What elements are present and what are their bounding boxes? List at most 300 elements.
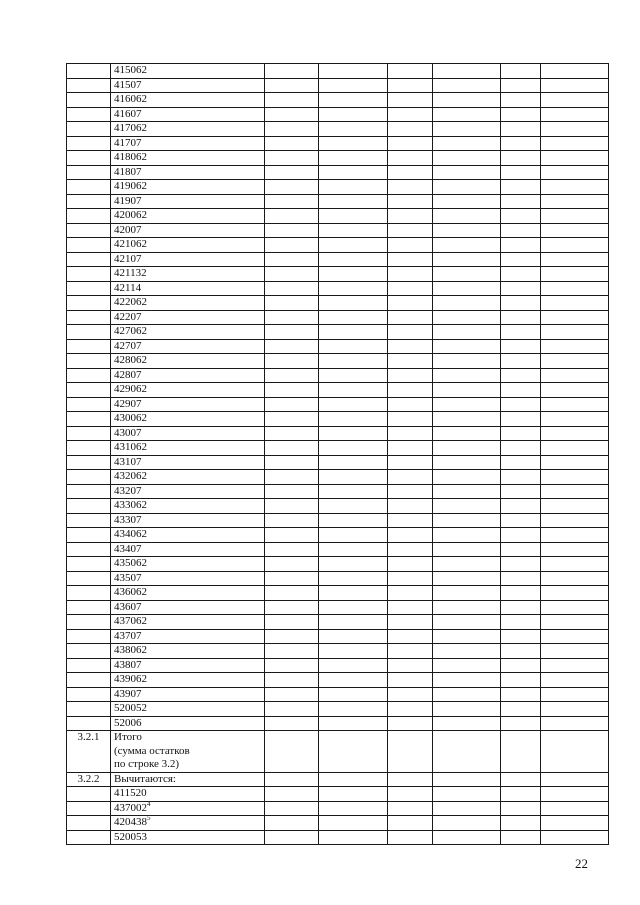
row-number-cell <box>67 787 111 802</box>
value-cell <box>319 801 388 816</box>
deduct-label-cell: Вычитаются: <box>111 772 265 787</box>
row-number-cell <box>67 339 111 354</box>
value-cell <box>265 787 319 802</box>
value-cell <box>265 542 319 557</box>
value-cell <box>388 64 433 79</box>
account-code: 43807 <box>114 658 142 671</box>
account-code: 42207 <box>114 310 142 323</box>
value-cell <box>541 136 609 151</box>
value-cell <box>319 78 388 93</box>
value-cell <box>319 702 388 717</box>
value-cell <box>541 470 609 485</box>
account-code: 42114 <box>114 281 142 294</box>
row-number-cell <box>67 470 111 485</box>
table-row <box>67 615 609 630</box>
value-cell <box>433 107 501 122</box>
value-cell <box>433 801 501 816</box>
account-code-cell <box>111 702 265 717</box>
account-code-cell <box>111 455 265 470</box>
table-row <box>67 658 609 673</box>
row-number-cell <box>67 615 111 630</box>
row-number-cell <box>67 281 111 296</box>
value-cell <box>541 223 609 238</box>
account-code-cell <box>111 383 265 398</box>
value-cell <box>433 78 501 93</box>
value-cell <box>319 310 388 325</box>
row-number-cell <box>67 223 111 238</box>
value-cell <box>265 296 319 311</box>
value-cell <box>433 209 501 224</box>
value-cell <box>388 426 433 441</box>
value-cell <box>433 165 501 180</box>
value-cell <box>501 644 541 659</box>
footnote-marker: 4 <box>147 801 151 808</box>
table-row <box>67 223 609 238</box>
account-code: 438062 <box>114 644 147 656</box>
value-cell <box>541 673 609 688</box>
account-code: 433062 <box>114 499 147 511</box>
value-cell <box>433 296 501 311</box>
table-row <box>67 801 609 816</box>
value-cell <box>265 412 319 427</box>
account-code-cell <box>111 136 265 151</box>
value-cell <box>501 716 541 731</box>
table-row <box>67 383 609 398</box>
value-cell <box>319 499 388 514</box>
account-code-cell <box>111 209 265 224</box>
table-row <box>67 136 609 151</box>
value-cell <box>433 180 501 195</box>
value-cell <box>541 484 609 499</box>
row-number-cell <box>67 209 111 224</box>
value-cell <box>388 267 433 282</box>
value-cell <box>319 368 388 383</box>
row-number-cell <box>67 426 111 441</box>
account-code-cell <box>111 571 265 586</box>
value-cell <box>433 412 501 427</box>
value-cell <box>388 122 433 137</box>
value-cell <box>501 310 541 325</box>
value-cell <box>501 368 541 383</box>
value-cell <box>265 267 319 282</box>
value-cell <box>388 383 433 398</box>
account-code: 43007 <box>114 426 142 439</box>
value-cell <box>265 238 319 253</box>
total-label-cell <box>111 731 265 773</box>
value-cell <box>433 787 501 802</box>
account-code-cell <box>111 339 265 354</box>
value-cell <box>501 687 541 702</box>
value-cell <box>501 801 541 816</box>
value-cell <box>265 64 319 79</box>
value-cell <box>265 470 319 485</box>
account-code-cell <box>111 93 265 108</box>
table-row <box>67 368 609 383</box>
value-cell <box>433 194 501 209</box>
row-number-cell <box>67 252 111 267</box>
value-cell <box>501 383 541 398</box>
account-code: 418062 <box>114 151 147 163</box>
value-cell <box>541 557 609 572</box>
value-cell <box>433 542 501 557</box>
account-code: 41707 <box>114 136 142 149</box>
value-cell <box>265 658 319 673</box>
table-row <box>67 354 609 369</box>
value-cell <box>388 354 433 369</box>
row-number-cell <box>67 397 111 412</box>
row-number-cell <box>67 816 111 831</box>
value-cell <box>433 354 501 369</box>
row-number-cell <box>67 571 111 586</box>
value-cell <box>433 513 501 528</box>
value-cell <box>501 586 541 601</box>
account-code-cell <box>111 180 265 195</box>
table-row <box>67 412 609 427</box>
value-cell <box>265 165 319 180</box>
row-number-cell <box>67 180 111 195</box>
value-cell <box>388 731 433 773</box>
account-code: 417062 <box>114 122 147 134</box>
account-code: 437002 <box>114 801 147 814</box>
row-number-cell <box>67 528 111 543</box>
account-code: 43707 <box>114 629 142 642</box>
account-code-cell <box>111 629 265 644</box>
table-row <box>67 571 609 586</box>
value-cell <box>501 571 541 586</box>
table-row <box>67 252 609 267</box>
account-code: 42007 <box>114 223 142 236</box>
value-cell <box>433 528 501 543</box>
row-number-cell <box>67 557 111 572</box>
value-cell <box>319 354 388 369</box>
value-cell <box>319 600 388 615</box>
table-row <box>67 93 609 108</box>
row-number-cell <box>67 499 111 514</box>
value-cell <box>265 586 319 601</box>
row-number-cell <box>67 267 111 282</box>
value-cell <box>501 455 541 470</box>
value-cell <box>388 687 433 702</box>
value-cell <box>501 296 541 311</box>
value-cell <box>501 629 541 644</box>
value-cell <box>319 397 388 412</box>
value-cell <box>501 122 541 137</box>
account-code-cell <box>111 528 265 543</box>
value-cell <box>319 223 388 238</box>
value-cell <box>388 571 433 586</box>
value-cell <box>433 426 501 441</box>
account-code: 43607 <box>114 600 142 613</box>
value-cell <box>265 484 319 499</box>
value-cell <box>388 238 433 253</box>
value-cell <box>265 209 319 224</box>
value-cell <box>388 136 433 151</box>
value-cell <box>433 252 501 267</box>
row-number-cell <box>67 412 111 427</box>
value-cell <box>433 93 501 108</box>
value-cell <box>319 238 388 253</box>
account-code-cell <box>111 542 265 557</box>
value-cell <box>319 658 388 673</box>
account-code: 435062 <box>114 557 147 569</box>
value-cell <box>319 122 388 137</box>
value-cell <box>501 325 541 340</box>
table-row <box>67 64 609 79</box>
value-cell <box>265 772 319 787</box>
value-cell <box>541 78 609 93</box>
table-row <box>67 122 609 137</box>
value-cell <box>501 339 541 354</box>
value-cell <box>319 180 388 195</box>
account-code: 41607 <box>114 107 142 120</box>
accounts-table <box>66 63 609 845</box>
row-number-cell <box>67 238 111 253</box>
footnote-marker: 5 <box>147 815 151 822</box>
account-code: 420062 <box>114 209 147 221</box>
account-code: 427062 <box>114 325 147 337</box>
account-code-cell <box>111 830 265 845</box>
value-cell <box>501 673 541 688</box>
account-code: 415062 <box>114 64 147 76</box>
account-code: 430062 <box>114 412 147 424</box>
value-cell <box>265 325 319 340</box>
account-code: 42107 <box>114 252 142 265</box>
account-code: 422062 <box>114 296 147 308</box>
value-cell <box>433 441 501 456</box>
value-cell <box>501 528 541 543</box>
value-cell <box>319 209 388 224</box>
table-row <box>67 194 609 209</box>
account-code-cell <box>111 325 265 340</box>
row-number-cell <box>67 107 111 122</box>
account-code: 520052 <box>114 702 147 714</box>
value-cell <box>388 209 433 224</box>
value-cell <box>388 644 433 659</box>
value-cell <box>433 310 501 325</box>
row-number-cell <box>67 716 111 731</box>
value-cell <box>319 615 388 630</box>
value-cell <box>541 687 609 702</box>
value-cell <box>541 151 609 166</box>
account-code: 41807 <box>114 165 142 178</box>
table-row <box>67 426 609 441</box>
value-cell <box>501 209 541 224</box>
account-code-cell <box>111 557 265 572</box>
value-cell <box>388 325 433 340</box>
value-cell <box>265 93 319 108</box>
value-cell <box>541 542 609 557</box>
account-code-cell <box>111 151 265 166</box>
account-code-cell <box>111 801 265 816</box>
value-cell <box>265 397 319 412</box>
value-cell <box>541 122 609 137</box>
value-cell <box>319 470 388 485</box>
table-row <box>67 629 609 644</box>
value-cell <box>501 787 541 802</box>
value-cell <box>433 731 501 773</box>
account-code-cell <box>111 426 265 441</box>
value-cell <box>319 557 388 572</box>
value-cell <box>319 267 388 282</box>
value-cell <box>265 441 319 456</box>
value-cell <box>433 716 501 731</box>
value-cell <box>319 772 388 787</box>
row-number-cell <box>67 629 111 644</box>
account-code-cell <box>111 194 265 209</box>
value-cell <box>541 441 609 456</box>
value-cell <box>265 499 319 514</box>
total-label-line: Итого <box>114 731 142 743</box>
account-code: 520053 <box>114 830 147 843</box>
row-number-cell <box>67 586 111 601</box>
value-cell <box>319 441 388 456</box>
value-cell <box>388 615 433 630</box>
value-cell <box>433 557 501 572</box>
account-code-cell <box>111 64 265 79</box>
value-cell <box>265 354 319 369</box>
value-cell <box>541 600 609 615</box>
value-cell <box>319 484 388 499</box>
value-cell <box>501 702 541 717</box>
value-cell <box>265 339 319 354</box>
table-row <box>67 441 609 456</box>
value-cell <box>433 687 501 702</box>
value-cell <box>541 64 609 79</box>
value-cell <box>501 78 541 93</box>
row-number-cell <box>67 310 111 325</box>
value-cell <box>319 339 388 354</box>
value-cell <box>433 339 501 354</box>
value-cell <box>501 93 541 108</box>
value-cell <box>501 151 541 166</box>
account-code: 437062 <box>114 615 147 627</box>
deduct-row <box>67 772 609 787</box>
table-row <box>67 787 609 802</box>
value-cell <box>501 658 541 673</box>
value-cell <box>388 165 433 180</box>
value-cell <box>319 194 388 209</box>
total-label-line: по строке 3.2) <box>114 758 180 770</box>
value-cell <box>433 122 501 137</box>
value-cell <box>541 397 609 412</box>
account-code-cell <box>111 78 265 93</box>
table-row <box>67 673 609 688</box>
value-cell <box>541 702 609 717</box>
value-cell <box>319 296 388 311</box>
value-cell <box>541 180 609 195</box>
value-cell <box>433 600 501 615</box>
value-cell <box>265 78 319 93</box>
value-cell <box>265 615 319 630</box>
value-cell <box>319 325 388 340</box>
value-cell <box>388 194 433 209</box>
value-cell <box>433 368 501 383</box>
value-cell <box>541 528 609 543</box>
account-code-cell <box>111 716 265 731</box>
table-row <box>67 600 609 615</box>
value-cell <box>541 426 609 441</box>
row-number-cell <box>67 702 111 717</box>
table-row <box>67 484 609 499</box>
value-cell <box>319 542 388 557</box>
value-cell <box>319 426 388 441</box>
account-code-cell <box>111 397 265 412</box>
value-cell <box>388 801 433 816</box>
table-row <box>67 687 609 702</box>
value-cell <box>501 600 541 615</box>
account-code-cell <box>111 499 265 514</box>
account-code-cell <box>111 687 265 702</box>
value-cell <box>541 267 609 282</box>
value-cell <box>501 816 541 831</box>
value-cell <box>433 470 501 485</box>
value-cell <box>433 673 501 688</box>
value-cell <box>433 629 501 644</box>
row-number-cell <box>67 165 111 180</box>
value-cell <box>319 571 388 586</box>
value-cell <box>388 339 433 354</box>
table-row <box>67 499 609 514</box>
value-cell <box>541 368 609 383</box>
account-code-cell <box>111 252 265 267</box>
row-number-cell <box>67 354 111 369</box>
account-code: 432062 <box>114 470 147 482</box>
value-cell <box>388 513 433 528</box>
value-cell <box>433 830 501 845</box>
table-row <box>67 281 609 296</box>
value-cell <box>433 702 501 717</box>
account-code: 43107 <box>114 455 142 468</box>
row-number-cell <box>67 830 111 845</box>
table-row <box>67 107 609 122</box>
value-cell <box>265 600 319 615</box>
value-cell <box>541 281 609 296</box>
value-cell <box>319 383 388 398</box>
row-number-cell <box>67 383 111 398</box>
account-code-cell <box>111 238 265 253</box>
value-cell <box>501 615 541 630</box>
account-code-cell <box>111 484 265 499</box>
value-cell <box>265 816 319 831</box>
value-cell <box>501 542 541 557</box>
row-number-cell <box>67 325 111 340</box>
value-cell <box>265 368 319 383</box>
value-cell <box>265 252 319 267</box>
value-cell <box>541 238 609 253</box>
table-row <box>67 267 609 282</box>
value-cell <box>388 787 433 802</box>
account-code: 43207 <box>114 484 142 497</box>
account-code-cell <box>111 816 265 831</box>
value-cell <box>541 93 609 108</box>
value-cell <box>501 499 541 514</box>
value-cell <box>433 586 501 601</box>
value-cell <box>541 801 609 816</box>
value-cell <box>319 513 388 528</box>
value-cell <box>265 223 319 238</box>
value-cell <box>265 426 319 441</box>
value-cell <box>541 571 609 586</box>
value-cell <box>388 658 433 673</box>
table-row <box>67 209 609 224</box>
value-cell <box>541 383 609 398</box>
account-code: 43907 <box>114 687 142 700</box>
value-cell <box>319 528 388 543</box>
value-cell <box>319 586 388 601</box>
value-cell <box>388 600 433 615</box>
value-cell <box>388 772 433 787</box>
value-cell <box>388 78 433 93</box>
